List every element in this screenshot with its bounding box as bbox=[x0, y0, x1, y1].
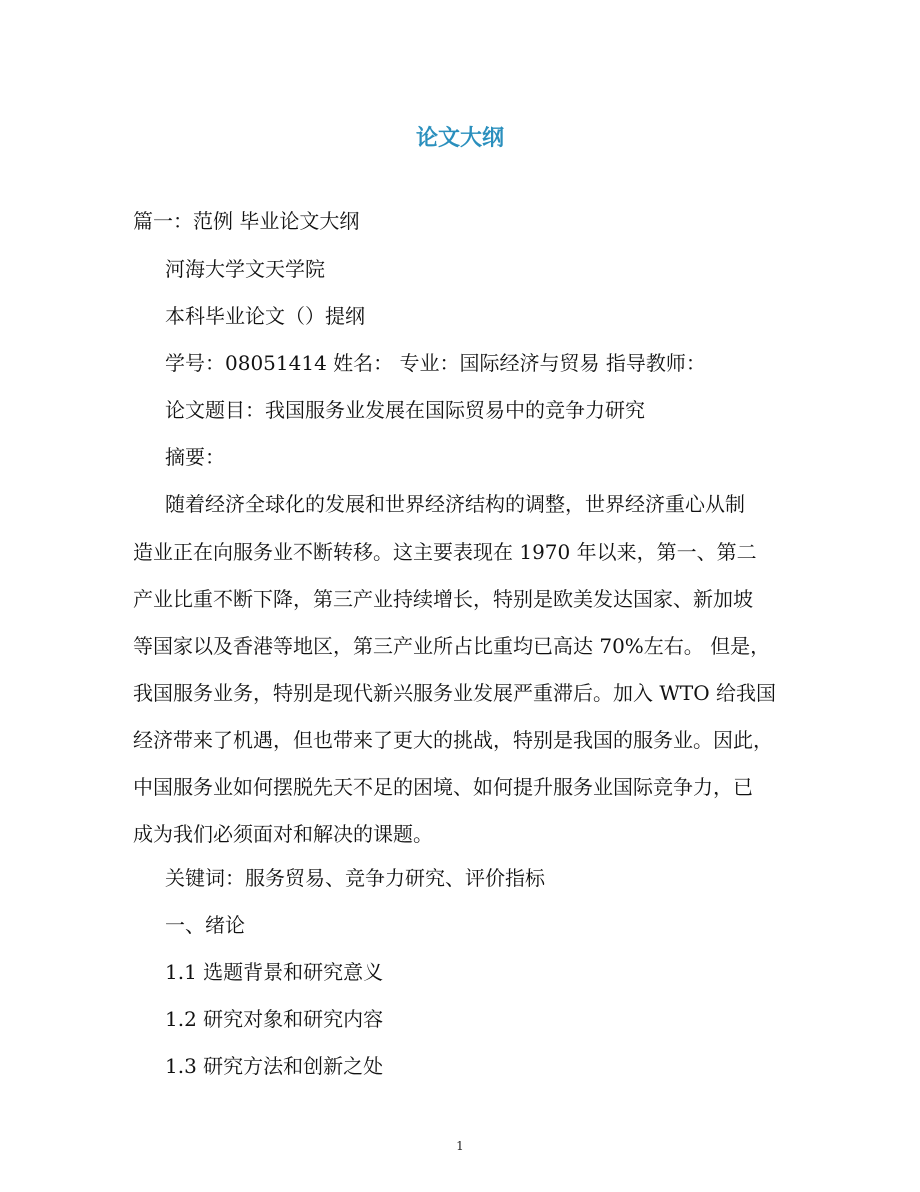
thesis-title: 论文题目：我国服务业发展在国际贸易中的竞争力研究 bbox=[165, 398, 645, 422]
keywords: 关键词：服务贸易、竞争力研究、评价指标 bbox=[165, 866, 545, 890]
outline-item: 1.3 研究方法和创新之处 bbox=[165, 1054, 384, 1078]
abstract-line: 产业比重不断下降，第三产业持续增长，特别是欧美发达国家、新加坡 bbox=[133, 587, 753, 611]
page-number: 1 bbox=[456, 1139, 464, 1153]
abstract-line: 经济带来了机遇，但也带来了更大的挑战，特别是我国的服务业。因此， bbox=[133, 728, 773, 752]
abstract-line: 随着经济全球化的发展和世界经济结构的调整，世界经济重心从制 bbox=[165, 492, 745, 516]
outline-chapter-1: 一、绪论 bbox=[165, 913, 245, 937]
section-heading: 篇一：范例 毕业论文大纲 bbox=[133, 209, 360, 233]
abstract-label: 摘要： bbox=[165, 445, 225, 469]
abstract-line: 成为我们必须面对和解决的课题。 bbox=[133, 822, 433, 846]
outline-item: 1.2 研究对象和研究内容 bbox=[165, 1007, 384, 1031]
student-info: 学号：08051414 姓名： 专业：国际经济与贸易 指导教师： bbox=[165, 351, 706, 375]
document-type: 本科毕业论文（）提纲 bbox=[165, 304, 365, 328]
abstract-line: 等国家以及香港等地区，第三产业所占比重均已高达 70%左右。 但是， bbox=[133, 634, 771, 658]
abstract-line: 造业正在向服务业不断转移。这主要表现在 1970 年以来，第一、第二 bbox=[133, 540, 757, 564]
page-title: 论文大纲 bbox=[415, 125, 504, 151]
abstract-line: 中国服务业如何摆脱先天不足的困境、如何提升服务业国际竞争力，已 bbox=[133, 775, 753, 799]
abstract-line: 我国服务业务，特别是现代新兴服务业发展严重滞后。加入 WTO 给我国 bbox=[133, 681, 777, 705]
university-name: 河海大学文天学院 bbox=[165, 257, 325, 281]
outline-item: 1.1 选题背景和研究意义 bbox=[165, 960, 384, 984]
